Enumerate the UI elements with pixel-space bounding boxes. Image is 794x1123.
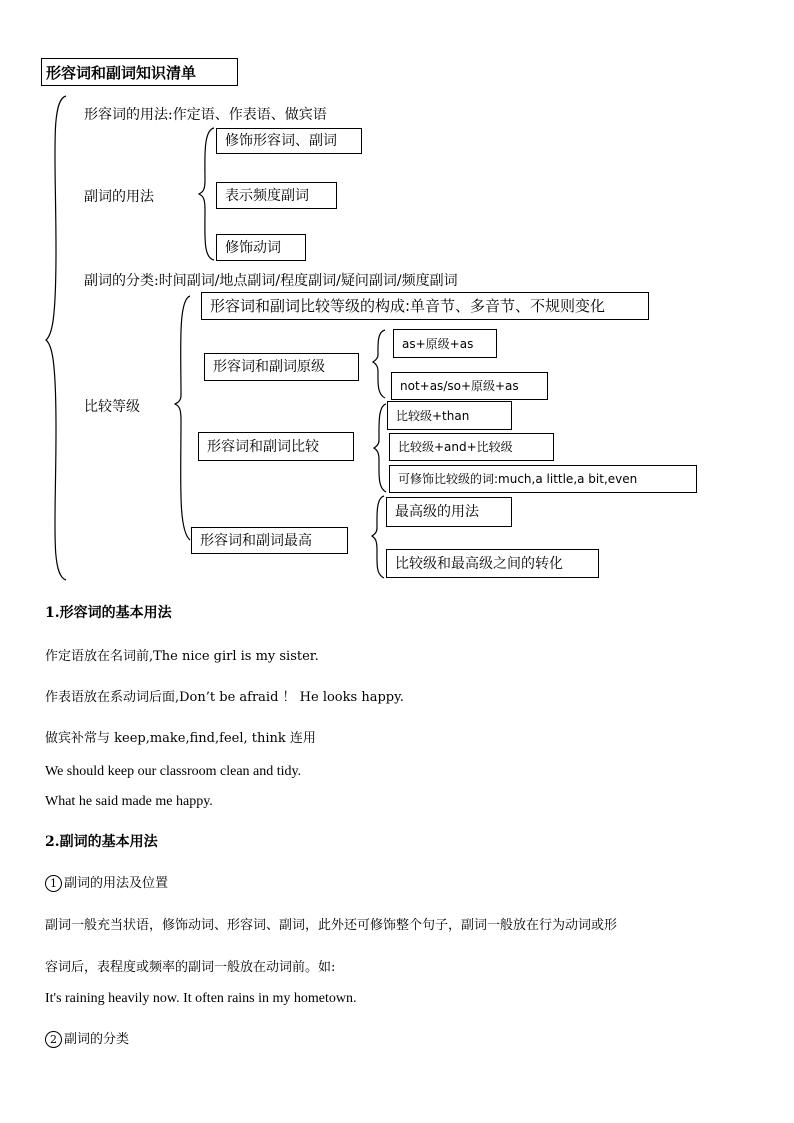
adv-usage-item-2: 表示频度副词 — [216, 182, 337, 209]
adj-usage-label: 形容词的用法:作定语、作表语、做宾语 — [84, 107, 327, 123]
section2-sub1 — [45, 872, 168, 892]
comparative-item-2: 比较级+and+比较级 — [389, 433, 554, 461]
section1-line-2: 作表语放在系动词后面,Don’t be afraid ！ He looks happy. — [45, 690, 404, 705]
section2-para-line-1: 副词一般充当状语，修饰动词、形容词、副词，此外还可修饰整个句子，副词一般放在行为动词或形 — [45, 918, 618, 933]
comparative-item-3: 可修饰比较级的词:much,a little,a bit,even — [389, 465, 697, 493]
section1-line-4: We should keep our classroom clean and tidy. — [45, 764, 302, 779]
superlative-item-1: 最高级的用法 — [386, 497, 512, 527]
adv-usage-label: 副词的用法 — [84, 189, 154, 205]
superlative-item-2: 比较级和最高级之间的转化 — [386, 549, 599, 578]
adv-class-label: 副词的分类:时间副词/地点副词/程度副词/疑问副词/频度副词 — [84, 273, 458, 289]
comparative-box: 形容词和副词比较 — [198, 432, 354, 461]
superlative-box: 形容词和副词最高 — [191, 527, 348, 554]
circled-number-1: 1 — [45, 875, 62, 892]
adv-usage-item-3: 修饰动词 — [216, 234, 306, 261]
page-title: 形容词和副词知识清单 — [41, 58, 238, 86]
section1-line-5: What he said made me happy. — [45, 794, 213, 809]
original-item-1: as+原级+as — [393, 329, 497, 358]
compare-label: 比较等级 — [84, 399, 140, 415]
section2-para-line-2: 容词后，表程度或频率的副词一般放在动词前。如: — [45, 960, 336, 975]
compare-form-box: 形容词和副词比较等级的构成:单音节、多音节、不规则变化 — [201, 292, 649, 320]
section2-heading: 2.副词的基本用法 — [45, 834, 158, 850]
circled-number-2: 2 — [45, 1031, 62, 1048]
comparative-item-1: 比较级+than — [387, 401, 512, 430]
original-item-2: not+as/so+原级+as — [391, 372, 548, 400]
section2-sub2 — [45, 1028, 129, 1048]
section2-example: It's raining heavily now. It often rains in my hometown. — [45, 991, 357, 1006]
section1-line-3: 做宾补常与 keep,make,find,feel, think 连用 — [45, 731, 316, 746]
adv-usage-item-1: 修饰形容词、副词 — [216, 128, 362, 154]
original-box: 形容词和副词原级 — [204, 353, 359, 381]
section2-sub1-label: 副词的用法及位置 — [64, 876, 169, 891]
section1-heading: 1.形容词的基本用法 — [45, 605, 172, 621]
section1-line-1: 作定语放在名词前,The nice girl is my sister. — [45, 649, 319, 664]
section2-sub2-label: 副词的分类 — [64, 1032, 130, 1047]
